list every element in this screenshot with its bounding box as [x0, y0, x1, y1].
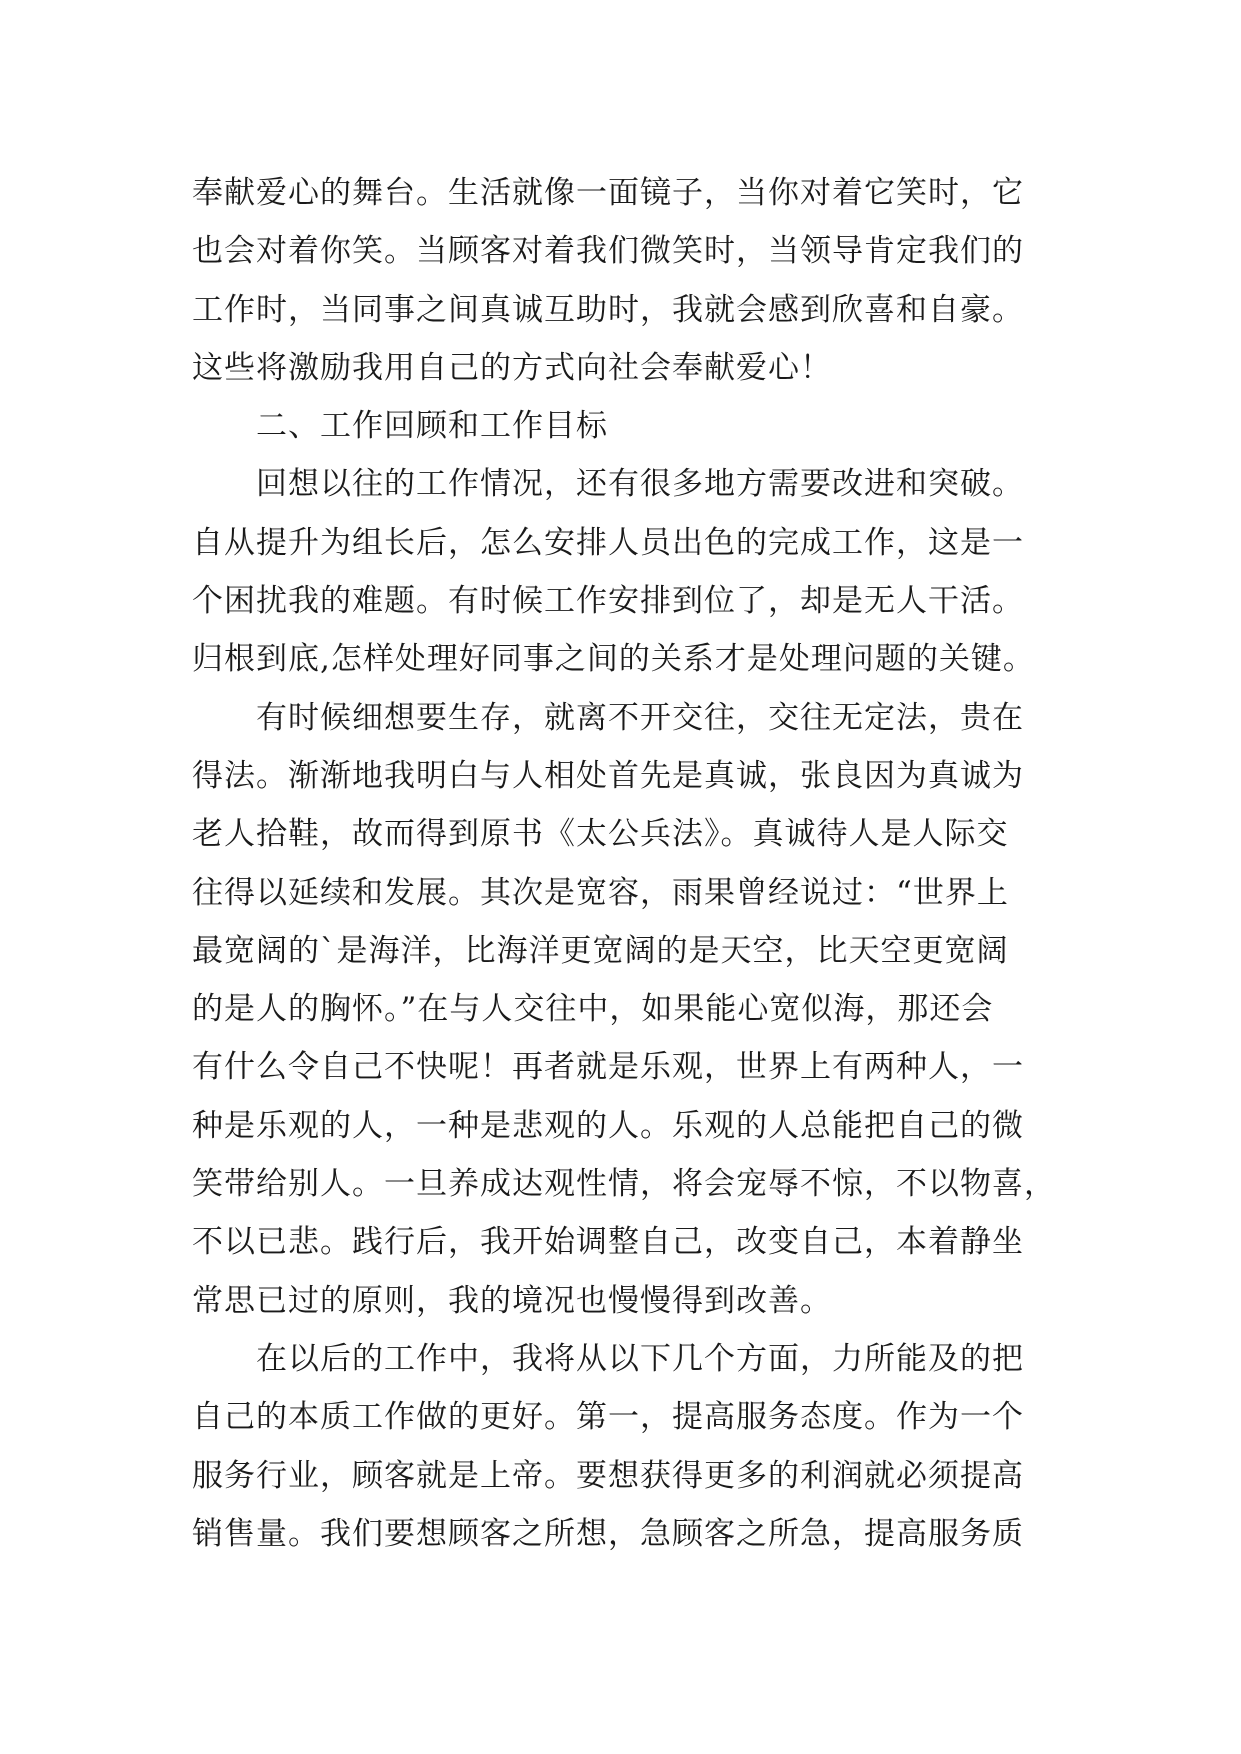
body-text — [192, 164, 1056, 1563]
text-line: 个困扰我的难题。有时候工作安排到位了，却是无人干活。 — [192, 583, 1024, 620]
text-line: 得法。渐渐地我明白与人相处首先是真诚，张良因为真诚为 — [192, 757, 1024, 794]
text-line: 常思已过的原则，我的境况也慢慢得到改善。 — [192, 1282, 832, 1319]
text-line: 有什么令自己不快呢！再者就是乐观，世界上有两种人，一 — [192, 1049, 1024, 1086]
text-line: 的是人的胸怀。”在与人交往中，如果能心宽似海，那还会 — [192, 991, 994, 1028]
text-line: 也会对着你笑。当顾客对着我们微笑时，当领导肯定我们的 — [192, 233, 1024, 270]
section-heading: 二、工作回顾和工作目标 — [256, 408, 608, 445]
text-line: 回想以往的工作情况，还有很多地方需要改进和突破。 — [256, 466, 1024, 503]
text-line: 在以后的工作中，我将从以下几个方面，力所能及的把 — [256, 1340, 1024, 1377]
text-line: 不以已悲。践行后，我开始调整自己，改变自己，本着静坐 — [192, 1224, 1024, 1261]
text-line: 服务行业，顾客就是上帝。要想获得更多的利润就必须提高 — [192, 1457, 1024, 1494]
text-line: 种是乐观的人，一种是悲观的人。乐观的人总能把自己的微 — [192, 1107, 1024, 1144]
text-line: 自从提升为组长后，怎么安排人员出色的完成工作，这是一 — [192, 524, 1024, 561]
text-line: 有时候细想要生存，就离不开交往，交往无定法，贵在 — [256, 699, 1024, 736]
text-line: 自己的本质工作做的更好。第一，提高服务态度。作为一个 — [192, 1399, 1024, 1436]
text-line: 工作时，当同事之间真诚互助时，我就会感到欣喜和自豪。 — [192, 291, 1024, 328]
text-line: 归根到底,怎样处理好同事之间的关系才是处理问题的关键。 — [192, 641, 1035, 678]
text-line: 最宽阔的`是海洋，比海洋更宽阔的是天空，比天空更宽阔 — [192, 932, 1009, 969]
text-line: 销售量。我们要想顾客之所想，急顾客之所急，提高服务质 — [192, 1515, 1024, 1552]
text-line: 往得以延续和发展。其次是宽容，雨果曾经说过：“世界上 — [192, 874, 1009, 911]
text-line: 这些将激励我用自己的方式向社会奉献爱心！ — [192, 349, 832, 386]
text-line: 笑带给别人。一旦养成达观性情，将会宠辱不惊，不以物喜， — [192, 1166, 1056, 1203]
text-line: 奉献爱心的舞台。生活就像一面镜子，当你对着它笑时，它 — [192, 175, 1024, 211]
text-line: 老人拾鞋，故而得到原书《太公兵法》。真诚待人是人际交 — [192, 816, 1009, 853]
